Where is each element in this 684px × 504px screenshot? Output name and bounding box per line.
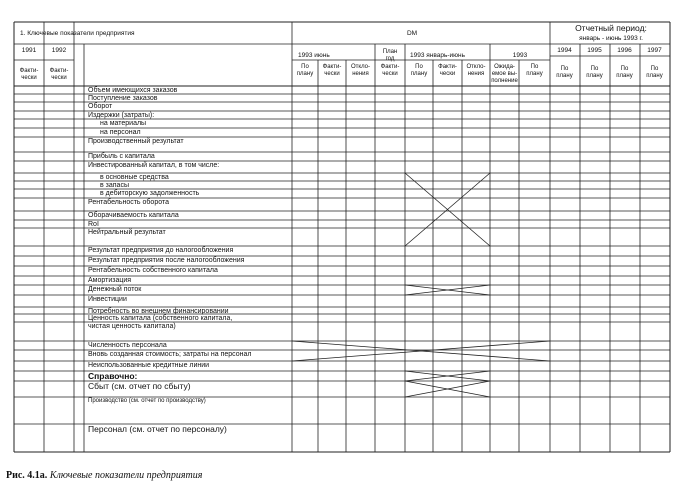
sub-1995: По плану [586, 66, 603, 79]
row-label-21: Инвестиции [88, 296, 127, 303]
year-1996: 1996 [617, 47, 632, 54]
row-label-29: Сбыт (см. отчет по сбыту) [88, 381, 191, 391]
report-period-title: Отчетный период: [575, 23, 647, 33]
sub-1992: Факти- чески [49, 68, 69, 81]
sub-col-header-4: По плану [410, 64, 428, 77]
sub-col-header-2: Откло- нения [350, 64, 370, 77]
group-1993-june: 1993 июнь [298, 52, 330, 59]
sub-col-header-3: Факти- чески [380, 64, 400, 77]
row-label-14: RoI [88, 221, 99, 228]
figure-caption [6, 470, 202, 481]
row-label-0: Объем имеющихся заказов [88, 87, 178, 94]
sub-col-header-8: По плану [526, 64, 543, 77]
year-1995: 1995 [587, 47, 602, 54]
caption-prefix: Рис. 4.1а. [6, 470, 48, 481]
row-label-25: Численность персонала [88, 342, 167, 349]
row-label-8: Инвестированный капитал, в том числе: [88, 162, 220, 169]
sub-1994: По плану [556, 66, 573, 79]
row-label-9: в основные средства [100, 174, 169, 181]
row-label-18: Рентабельность собственного капитала [88, 267, 218, 274]
row-label-23: Ценность капитала (собственного капитала, [88, 315, 233, 322]
row-label-22: Потребность во внешнем финансировании [88, 308, 229, 315]
group-plan-year: План год [382, 49, 398, 62]
section-title: 1. Ключевые показатели предприятия [20, 30, 135, 37]
sub-1997: По плану [646, 66, 663, 79]
sub-1991: Факти- чески [19, 68, 39, 81]
year-1997: 1997 [647, 47, 662, 54]
sub-col-header-5: Факти- чески [438, 64, 457, 77]
row-label-20: Денежный поток [88, 286, 142, 293]
row-label-10: в запасы [100, 182, 129, 189]
row-label-31: Персонал (см. отчет по персоналу) [88, 424, 227, 434]
group-1993-jan-jun: 1993 январь-июнь [410, 52, 466, 59]
report-period-sub: январь - июнь 1993 г. [579, 35, 643, 42]
caption-text: Ключевые показатели предприятия [49, 470, 203, 481]
row-label-16: Результат предприятия до налогообложения [88, 247, 234, 254]
sub-col-header-1: Факти- чески [322, 64, 342, 77]
row-label-1: Поступление заказов [88, 95, 158, 102]
row-label-6: Производственный результат [88, 138, 184, 145]
row-label-3: Издержки (затраты): [88, 112, 155, 119]
year-1992: 1992 [51, 47, 67, 54]
row-label-26: Вновь созданная стоимость; затраты на персонал [88, 351, 252, 358]
currency-label: DM [406, 30, 418, 37]
sub-col-header-6: Откло- нения [466, 64, 486, 77]
row-label-19: Амортизация [88, 277, 132, 284]
row-label-5: на персонал [100, 129, 141, 136]
row-label-11: в дебиторскую задолженность [100, 190, 200, 197]
row-label-4: на материалы [100, 120, 147, 127]
row-label-15: Нейтральный результат [88, 229, 166, 236]
row-label-13: Оборачиваемость капитала [88, 212, 179, 219]
row-label-27: Неиспользованные кредитные линии [88, 362, 210, 369]
sub-col-header-7: Ожида- емое вы- полнение [491, 64, 518, 84]
row-label-30: Производство (см. отчет по производству) [88, 398, 206, 404]
row-label-7: Прибыль с капитала [88, 153, 155, 160]
row-label-12: Рентабельность оборота [88, 199, 169, 206]
row-label-28: Справочно: [88, 371, 138, 381]
sub-1996: По плану [616, 66, 633, 79]
row-label-17: Результат предприятия после налогообложения [88, 257, 245, 264]
row-label-2: Оборот [88, 103, 113, 110]
year-1994: 1994 [557, 47, 572, 54]
sub-col-header-0: По плану [296, 64, 314, 77]
year-1991: 1991 [21, 47, 37, 54]
group-1993: 1993 [512, 52, 528, 59]
row-label-24: чистая ценность капитала) [88, 323, 176, 330]
